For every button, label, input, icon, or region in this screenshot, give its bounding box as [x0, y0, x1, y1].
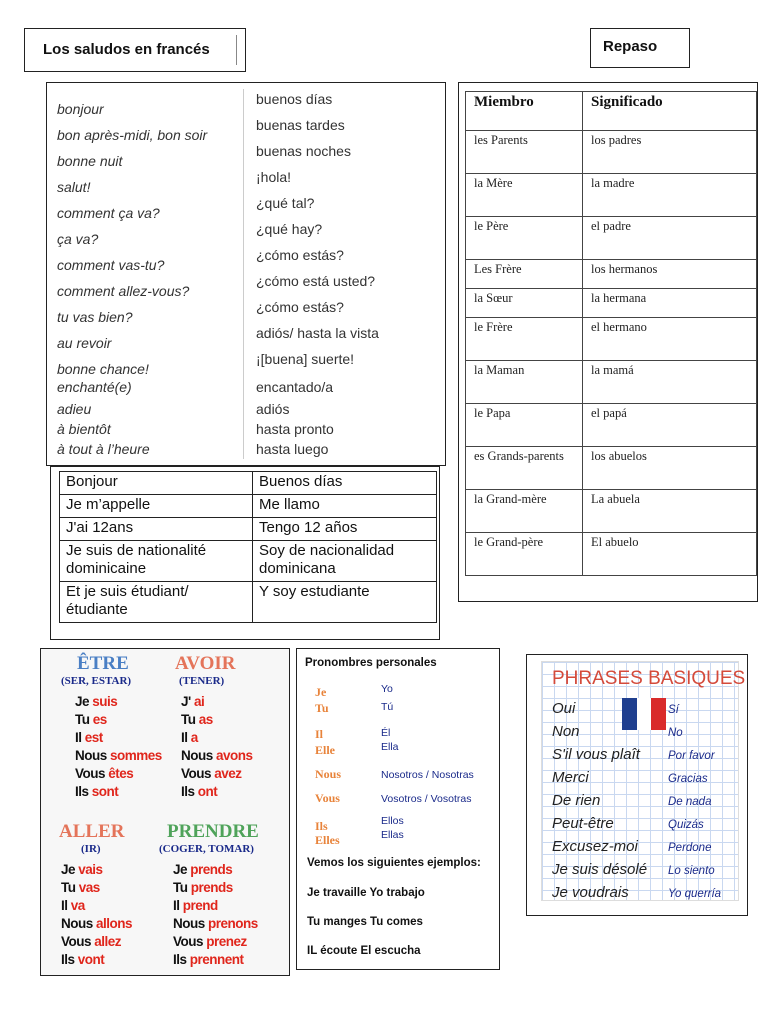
verb-ending: est	[84, 730, 103, 745]
conjugation-line	[173, 933, 247, 951]
verb-ending: ont	[197, 784, 218, 799]
greeting-spanish: buenos días	[256, 91, 333, 107]
pronoun-french: Nous	[315, 767, 342, 781]
greeting-spanish: ¿qué tal?	[256, 195, 315, 211]
pronoun: Tu	[181, 712, 199, 727]
conjugation-line	[181, 765, 242, 783]
greeting-spanish: buenas tardes	[256, 117, 345, 133]
member-french: la Mère	[466, 174, 583, 217]
phrase-french: Merci	[552, 769, 589, 786]
conjugation-line	[75, 747, 162, 765]
page-title: Los saludos en francés	[43, 41, 210, 58]
family-table	[465, 91, 757, 576]
member-french: es Grands-parents	[466, 447, 583, 490]
introduction-table	[59, 471, 437, 623]
list-item	[47, 441, 445, 465]
example-sentence: IL écoute El escucha	[307, 945, 421, 957]
pronoun: Il	[61, 898, 71, 913]
greeting-spanish: ¡[buena] suerte!	[256, 351, 355, 367]
greeting-spanish: ¿cómo estás?	[256, 299, 344, 315]
table-row	[60, 541, 437, 582]
verb-ending: a	[190, 730, 198, 745]
pronoun: Vous	[61, 934, 95, 949]
greeting-french: comment allez-vous?	[57, 283, 190, 299]
greeting-french: adieu	[57, 401, 92, 417]
pronoun: Ils	[61, 952, 78, 967]
verb-ending: avons	[216, 748, 253, 763]
pronoun-spanish: Ella	[381, 741, 399, 753]
greeting-french: au revoir	[57, 335, 112, 351]
greeting-spanish: hasta luego	[256, 441, 329, 457]
pronoun-spanish: Vosotros / Vosotras	[381, 793, 472, 805]
table-row	[466, 217, 757, 260]
list-item	[47, 91, 445, 121]
conjugation-line	[75, 693, 117, 711]
member-french: le Frère	[466, 318, 583, 361]
conjugation-line	[61, 951, 104, 969]
pronoun: Il	[75, 730, 85, 745]
verb-ending: sont	[91, 784, 119, 799]
table-row	[466, 404, 757, 447]
conjugation-line	[61, 879, 100, 897]
verb-ending: sommes	[110, 748, 162, 763]
table-row	[466, 533, 757, 576]
pronoun: Nous	[173, 916, 209, 931]
verb-ending: prends	[190, 880, 233, 895]
intro-french: Je suis de nationalité dominicaine	[60, 541, 253, 582]
member-spanish: la mamá	[583, 361, 757, 404]
verb-ending: vais	[78, 862, 103, 877]
greeting-french: bonjour	[57, 101, 104, 117]
table-row	[466, 318, 757, 361]
pronoun: Il	[173, 898, 183, 913]
member-french: la Sœur	[466, 289, 583, 318]
pronoun: Je	[61, 862, 79, 877]
verb-ending: allez	[94, 934, 122, 949]
member-spanish: el papá	[583, 404, 757, 447]
intro-spanish: Buenos días	[253, 472, 437, 495]
greeting-spanish: adiós/ hasta la vista	[256, 325, 379, 341]
phrase-spanish: De nada	[668, 796, 712, 808]
verb-conjugations	[40, 648, 290, 976]
member-french: le Père	[466, 217, 583, 260]
pronoun: Ils	[181, 784, 198, 799]
repaso-box	[590, 28, 690, 68]
verb-ending: allons	[96, 916, 133, 931]
phrases-title: PHRASES BASIQUES	[552, 668, 746, 689]
pronoun: Tu	[173, 880, 191, 895]
intro-spanish: Tengo 12 años	[253, 518, 437, 541]
conjugation-line	[181, 783, 217, 801]
examples-title: Vemos los siguientes ejemplos:	[307, 857, 481, 869]
table-row	[60, 582, 437, 623]
greeting-french: bon après-midi, bon soir	[57, 127, 208, 143]
phrase-spanish: Yo querría	[668, 888, 722, 900]
pronoun: J'	[181, 694, 194, 709]
verb-ending: prend	[182, 898, 218, 913]
list-item	[47, 351, 445, 381]
pronoun: Je	[75, 694, 93, 709]
pronoun-spanish: Yo	[381, 683, 393, 695]
greeting-french: ça va?	[57, 231, 99, 247]
phrase-spanish: Perdone	[668, 842, 712, 854]
pronoun-french: Tu	[315, 701, 329, 715]
member-spanish: El abuelo	[583, 533, 757, 576]
repaso-label: Repaso	[603, 38, 658, 55]
pronoun: Nous	[61, 916, 97, 931]
greeting-french: tu vas bien?	[57, 309, 133, 325]
list-item	[47, 325, 445, 355]
greeting-spanish: ¿cómo está usted?	[256, 273, 376, 289]
introduction-box	[50, 466, 440, 640]
pronoun: Vous	[75, 766, 109, 781]
member-spanish: los padres	[583, 131, 757, 174]
pronoun-french: Je	[315, 685, 327, 699]
verb-translation: (IR)	[81, 843, 101, 855]
member-french: la Maman	[466, 361, 583, 404]
member-spanish: la hermana	[583, 289, 757, 318]
pronoun: Ils	[75, 784, 92, 799]
verb-ending: vont	[77, 952, 105, 967]
conjugation-line	[75, 765, 133, 783]
phrase-french: Non	[552, 723, 580, 740]
conjugation-line	[181, 711, 213, 729]
list-item	[47, 221, 445, 251]
family-box	[458, 82, 758, 602]
conjugation-line	[75, 711, 107, 729]
verb-ending: prennent	[189, 952, 244, 967]
verb-title: ALLER	[59, 821, 125, 842]
member-spanish: los hermanos	[583, 260, 757, 289]
conjugation-line	[61, 897, 85, 915]
table-header-row	[466, 92, 757, 131]
pronoun: Vous	[173, 934, 207, 949]
conjugation-line	[181, 747, 253, 765]
greeting-spanish: ¡hola!	[256, 169, 292, 185]
pronoun: Il	[181, 730, 191, 745]
phrase-spanish: No	[668, 727, 683, 739]
member-french: le Papa	[466, 404, 583, 447]
table-row	[466, 260, 757, 289]
phrase-french: De rien	[552, 792, 601, 809]
conjugation-line	[173, 897, 218, 915]
conjugation-line	[173, 879, 233, 897]
member-french: les Parents	[466, 131, 583, 174]
verb-ending: êtes	[108, 766, 134, 781]
verb-translation: (COGER, TOMAR)	[159, 843, 254, 855]
pronoun: Tu	[75, 712, 93, 727]
conjugation-line	[61, 933, 121, 951]
conjugation-line	[61, 915, 132, 933]
intro-spanish: Me llamo	[253, 495, 437, 518]
pronoun-spanish: Ellos	[381, 815, 404, 827]
verb-translation: (TENER)	[179, 675, 225, 687]
verb-ending: ai	[193, 694, 205, 709]
example-sentence: Je travaille Yo trabajo	[307, 887, 425, 899]
pronoun-french: Elle	[315, 743, 335, 757]
intro-spanish: Y soy estudiante	[253, 582, 437, 623]
greeting-french: bonne chance!	[57, 361, 149, 377]
pronoun-spanish: Ellas	[381, 829, 404, 841]
greeting-french: à tout à l’heure	[57, 441, 150, 457]
intro-spanish: Soy de nacionalidad dominicana	[253, 541, 437, 582]
flag-stripe	[622, 698, 637, 730]
verb-ending: va	[70, 898, 85, 913]
table-row	[466, 361, 757, 404]
flag-stripe	[637, 698, 652, 730]
conjugation-line	[173, 861, 232, 879]
intro-french: J'ai 12ans	[60, 518, 253, 541]
list-item	[47, 169, 445, 199]
header-significado: Significado	[583, 92, 757, 131]
table-row	[466, 490, 757, 533]
verb-ending: prenons	[208, 916, 258, 931]
phrase-spanish: Gracias	[668, 773, 708, 785]
greeting-french: comment vas-tu?	[57, 257, 165, 273]
list-item	[47, 247, 445, 277]
pronoun-spanish: Tú	[381, 701, 394, 713]
list-item	[47, 299, 445, 329]
pronouns-title: Pronombres personales	[305, 657, 437, 669]
greeting-french: bonne nuit	[57, 153, 123, 169]
member-spanish: La abuela	[583, 490, 757, 533]
header-miembro: Miembro	[466, 92, 583, 131]
phrase-spanish: Por favor	[668, 750, 715, 762]
greeting-french: comment ça va?	[57, 205, 160, 221]
list-item	[47, 379, 445, 403]
phrase-spanish: Quizás	[668, 819, 704, 831]
conjugation-line	[75, 783, 118, 801]
verb-ending: as	[198, 712, 213, 727]
verb-title: ÊTRE	[77, 653, 129, 674]
member-spanish: la madre	[583, 174, 757, 217]
member-french: le Grand-père	[466, 533, 583, 576]
pronoun-french: Elles	[315, 833, 340, 847]
example-sentence: Tu manges Tu comes	[307, 916, 423, 928]
member-french: Les Frère	[466, 260, 583, 289]
verb-ending: avez	[214, 766, 242, 781]
greeting-spanish: ¿cómo estás?	[256, 247, 344, 263]
pronoun: Nous	[75, 748, 111, 763]
pronoun-french: Ils	[315, 819, 328, 833]
greetings-list	[46, 82, 446, 466]
phrase-french: S'il vous plaît	[552, 746, 640, 763]
greeting-spanish: encantado/a	[256, 379, 334, 395]
conjugation-line	[75, 729, 103, 747]
pronoun-french: Il	[315, 727, 324, 741]
greeting-french: salut!	[57, 179, 91, 195]
conjugation-line	[173, 915, 258, 933]
table-row	[60, 518, 437, 541]
table-row	[466, 289, 757, 318]
pronoun-spanish: Nosotros / Nosotras	[381, 769, 474, 781]
list-item	[47, 195, 445, 225]
pronouns-box	[296, 648, 500, 970]
divider	[236, 35, 237, 65]
list-item	[47, 143, 445, 173]
list-item	[47, 273, 445, 303]
verb-ending: es	[92, 712, 107, 727]
phrases-box	[526, 654, 748, 916]
table-row	[466, 447, 757, 490]
verb-ending: suis	[92, 694, 118, 709]
conjugation-line	[181, 729, 198, 747]
table-row	[466, 131, 757, 174]
phrases-card	[541, 661, 746, 901]
member-spanish: el hermano	[583, 318, 757, 361]
verb-ending: vas	[78, 880, 100, 895]
member-spanish: el padre	[583, 217, 757, 260]
pronoun: Vous	[181, 766, 215, 781]
pronoun-spanish: Él	[381, 727, 391, 739]
french-flag-icon	[622, 698, 666, 730]
greeting-french: enchanté(e)	[57, 379, 132, 395]
greeting-spanish: buenas noches	[256, 143, 351, 159]
phrase-french: Excusez-moi	[552, 838, 638, 855]
conjugation-line	[173, 951, 244, 969]
intro-french: Je m’appelle	[60, 495, 253, 518]
pronoun: Nous	[181, 748, 217, 763]
pronoun: Ils	[173, 952, 190, 967]
verb-ending: prends	[190, 862, 233, 877]
title-box	[24, 28, 246, 72]
greeting-spanish: ¿qué hay?	[256, 221, 323, 237]
list-item	[47, 117, 445, 147]
table-row	[60, 472, 437, 495]
phrase-spanish: Sí	[668, 704, 679, 716]
verb-translation: (SER, ESTAR)	[61, 675, 132, 687]
table-row	[60, 495, 437, 518]
table-row	[466, 174, 757, 217]
phrase-french: Je suis désolé	[552, 861, 648, 878]
greeting-french: à bientôt	[57, 421, 111, 437]
phrase-french: Peut-être	[552, 815, 614, 832]
phrase-spanish: Lo siento	[668, 865, 715, 877]
conjugation-line	[181, 693, 204, 711]
pronoun: Je	[173, 862, 191, 877]
member-french: la Grand-mère	[466, 490, 583, 533]
verb-title: AVOIR	[175, 653, 236, 674]
pronoun-french: Vous	[315, 791, 340, 805]
greeting-spanish: adiós	[256, 401, 290, 417]
greeting-spanish: hasta pronto	[256, 421, 334, 437]
intro-french: Bonjour	[60, 472, 253, 495]
pronoun: Tu	[61, 880, 79, 895]
verb-title: PRENDRE	[167, 821, 259, 842]
conjugation-line	[61, 861, 103, 879]
member-spanish: los abuelos	[583, 447, 757, 490]
intro-french: Et je suis étudiant/étudiante	[60, 582, 253, 623]
flag-stripe	[651, 698, 666, 730]
phrase-french: Oui	[552, 700, 576, 717]
verb-ending: prenez	[206, 934, 247, 949]
phrase-french: Je voudrais	[552, 884, 629, 901]
